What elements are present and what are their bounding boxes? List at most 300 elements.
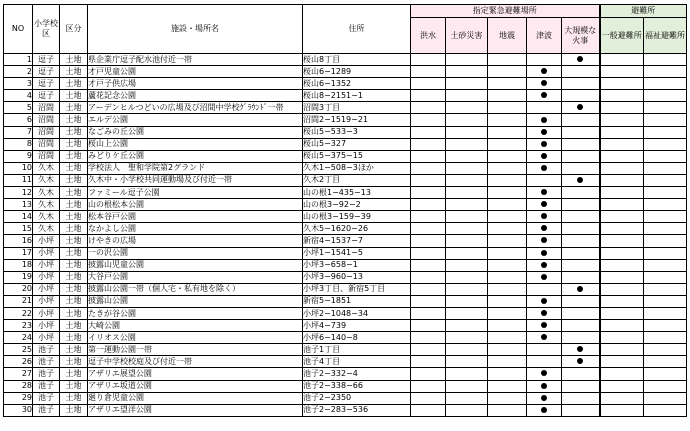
cell-school-district: 逗子 xyxy=(33,90,60,102)
cell-fire xyxy=(562,126,600,138)
cell-welfare xyxy=(644,271,687,283)
cell-fire xyxy=(562,344,600,356)
cell-flood xyxy=(411,223,446,235)
cell-landslide xyxy=(446,102,488,114)
cell-flood xyxy=(411,356,446,368)
cell-earthquake xyxy=(488,259,527,271)
cell-facility-name: けやきの広場 xyxy=(88,235,303,247)
table-row xyxy=(4,102,687,114)
cell-no: 16 xyxy=(4,235,33,247)
cell-address: 小坪4−739 xyxy=(303,320,411,332)
cell-tsunami xyxy=(527,332,562,344)
cell-flood xyxy=(411,247,446,259)
cell-earthquake xyxy=(488,211,527,223)
cell-general xyxy=(600,90,644,102)
cell-tsunami xyxy=(527,356,562,368)
designated-mark-icon xyxy=(541,213,547,219)
cell-no: 15 xyxy=(4,223,33,235)
table-row xyxy=(4,54,687,66)
table-body xyxy=(4,54,687,417)
cell-category: 土地 xyxy=(60,66,88,78)
cell-welfare xyxy=(644,307,687,319)
cell-no: 13 xyxy=(4,199,33,211)
cell-earthquake xyxy=(488,271,527,283)
cell-welfare xyxy=(644,78,687,90)
cell-address: 桜山5−533−3 xyxy=(303,126,411,138)
cell-tsunami xyxy=(527,271,562,283)
cell-general xyxy=(600,114,644,126)
cell-fire xyxy=(562,162,600,174)
cell-welfare xyxy=(644,380,687,392)
designated-mark-icon xyxy=(541,225,547,231)
cell-welfare xyxy=(644,356,687,368)
cell-no: 24 xyxy=(4,332,33,344)
cell-landslide xyxy=(446,66,488,78)
cell-facility-name: エルデ公園 xyxy=(88,114,303,126)
cell-welfare xyxy=(644,235,687,247)
cell-fire xyxy=(562,66,600,78)
cell-welfare xyxy=(644,54,687,66)
cell-general xyxy=(600,54,644,66)
cell-general xyxy=(600,392,644,404)
cell-school-district: 小坪 xyxy=(33,320,60,332)
cell-no: 22 xyxy=(4,307,33,319)
cell-flood xyxy=(411,392,446,404)
cell-school-district: 久木 xyxy=(33,187,60,199)
cell-earthquake xyxy=(488,392,527,404)
cell-facility-name: 学校法人 聖和学院第2グランド xyxy=(88,162,303,174)
cell-facility-name: 松本谷戸公園 xyxy=(88,211,303,223)
cell-facility-name: 才戸児童公園 xyxy=(88,66,303,78)
cell-welfare xyxy=(644,199,687,211)
cell-no: 5 xyxy=(4,102,33,114)
cell-tsunami xyxy=(527,138,562,150)
cell-flood xyxy=(411,138,446,150)
cell-school-district: 池子 xyxy=(33,392,60,404)
cell-landslide xyxy=(446,78,488,90)
cell-fire xyxy=(562,404,600,416)
header-category: 区分 xyxy=(60,5,88,54)
designated-mark-icon xyxy=(577,358,583,364)
cell-facility-name: 桜山上公園 xyxy=(88,138,303,150)
cell-earthquake xyxy=(488,66,527,78)
table-row xyxy=(4,78,687,90)
cell-tsunami xyxy=(527,114,562,126)
cell-tsunami xyxy=(527,320,562,332)
cell-address: 久木1−508−3ほか xyxy=(303,162,411,174)
cell-tsunami xyxy=(527,150,562,162)
cell-general xyxy=(600,78,644,90)
cell-address: 沼間2−1519−21 xyxy=(303,114,411,126)
cell-flood xyxy=(411,162,446,174)
table-row xyxy=(4,283,687,295)
cell-address: 山の根1−435−13 xyxy=(303,187,411,199)
designated-mark-icon xyxy=(541,370,547,376)
header-large-fire: 大規模な火事 xyxy=(562,18,600,54)
cell-category: 土地 xyxy=(60,235,88,247)
cell-general xyxy=(600,368,644,380)
cell-facility-name: 大谷戸公園 xyxy=(88,271,303,283)
cell-tsunami xyxy=(527,307,562,319)
cell-flood xyxy=(411,174,446,186)
table-row xyxy=(4,150,687,162)
designated-mark-icon xyxy=(577,56,583,62)
cell-address: 桜山5−375−15 xyxy=(303,150,411,162)
cell-fire xyxy=(562,54,600,66)
cell-general xyxy=(600,307,644,319)
cell-earthquake xyxy=(488,90,527,102)
designated-mark-icon xyxy=(541,237,547,243)
cell-flood xyxy=(411,271,446,283)
cell-flood xyxy=(411,368,446,380)
cell-landslide xyxy=(446,307,488,319)
cell-general xyxy=(600,356,644,368)
cell-landslide xyxy=(446,368,488,380)
cell-tsunami xyxy=(527,54,562,66)
cell-tsunami xyxy=(527,199,562,211)
cell-welfare xyxy=(644,259,687,271)
cell-earthquake xyxy=(488,320,527,332)
cell-address: 山の根3−92−2 xyxy=(303,199,411,211)
cell-landslide xyxy=(446,223,488,235)
cell-facility-name: 大崎公園 xyxy=(88,320,303,332)
cell-flood xyxy=(411,78,446,90)
table-row xyxy=(4,114,687,126)
cell-no: 8 xyxy=(4,138,33,150)
table-row xyxy=(4,199,687,211)
cell-facility-name: たきが谷公園 xyxy=(88,307,303,319)
table-row xyxy=(4,211,687,223)
cell-school-district: 逗子 xyxy=(33,66,60,78)
cell-facility-name: 久木中・小学校共同運動場及び付近一帯 xyxy=(88,174,303,186)
cell-category: 土地 xyxy=(60,126,88,138)
cell-fire xyxy=(562,102,600,114)
cell-category: 土地 xyxy=(60,150,88,162)
cell-general xyxy=(600,66,644,78)
table-row xyxy=(4,404,687,416)
cell-category: 土地 xyxy=(60,78,88,90)
cell-school-district: 沼間 xyxy=(33,150,60,162)
cell-category: 土地 xyxy=(60,162,88,174)
cell-school-district: 小坪 xyxy=(33,307,60,319)
cell-general xyxy=(600,380,644,392)
cell-facility-name: 山の根松本公園 xyxy=(88,199,303,211)
designated-mark-icon xyxy=(541,92,547,98)
cell-flood xyxy=(411,211,446,223)
cell-welfare xyxy=(644,162,687,174)
cell-earthquake xyxy=(488,404,527,416)
cell-school-district: 沼間 xyxy=(33,102,60,114)
header-tsunami: 津波 xyxy=(527,18,562,54)
cell-category: 土地 xyxy=(60,283,88,295)
cell-general xyxy=(600,199,644,211)
cell-school-district: 小坪 xyxy=(33,295,60,307)
designated-mark-icon xyxy=(541,129,547,135)
cell-address: 桜山6−1352 xyxy=(303,78,411,90)
cell-general xyxy=(600,320,644,332)
cell-facility-name: 披露山公園 xyxy=(88,295,303,307)
cell-facility-name: 第一運動公園一帯 xyxy=(88,344,303,356)
cell-facility-name: アーデンヒルつどいの広場及び沼間中学校ｸﾞﾗｳﾝﾄﾞ一帯 xyxy=(88,102,303,114)
cell-fire xyxy=(562,332,600,344)
cell-tsunami xyxy=(527,235,562,247)
header-facility-name: 施設・場所名 xyxy=(88,5,303,54)
cell-flood xyxy=(411,380,446,392)
cell-facility-name: なかよし公園 xyxy=(88,223,303,235)
designated-mark-icon xyxy=(541,395,547,401)
cell-no: 30 xyxy=(4,404,33,416)
cell-earthquake xyxy=(488,174,527,186)
cell-school-district: 沼間 xyxy=(33,126,60,138)
cell-earthquake xyxy=(488,283,527,295)
designated-mark-icon xyxy=(541,334,547,340)
cell-fire xyxy=(562,223,600,235)
cell-address: 久木2丁目 xyxy=(303,174,411,186)
cell-landslide xyxy=(446,283,488,295)
cell-category: 土地 xyxy=(60,199,88,211)
cell-earthquake xyxy=(488,138,527,150)
cell-no: 17 xyxy=(4,247,33,259)
cell-address: 久木5−1620−26 xyxy=(303,223,411,235)
cell-no: 6 xyxy=(4,114,33,126)
cell-general xyxy=(600,271,644,283)
designated-mark-icon xyxy=(541,117,547,123)
cell-school-district: 久木 xyxy=(33,174,60,186)
cell-welfare xyxy=(644,247,687,259)
cell-tsunami xyxy=(527,283,562,295)
cell-earthquake xyxy=(488,235,527,247)
cell-general xyxy=(600,344,644,356)
cell-welfare xyxy=(644,90,687,102)
cell-tsunami xyxy=(527,211,562,223)
designated-mark-icon xyxy=(541,68,547,74)
cell-welfare xyxy=(644,138,687,150)
cell-school-district: 久木 xyxy=(33,162,60,174)
cell-address: 小坪6−140−8 xyxy=(303,332,411,344)
cell-welfare xyxy=(644,344,687,356)
cell-no: 9 xyxy=(4,150,33,162)
cell-no: 23 xyxy=(4,320,33,332)
cell-category: 土地 xyxy=(60,380,88,392)
cell-fire xyxy=(562,283,600,295)
cell-school-district: 池子 xyxy=(33,368,60,380)
cell-earthquake xyxy=(488,368,527,380)
cell-facility-name: 披露山公園一帯（個人宅・私有地を除く） xyxy=(88,283,303,295)
table-row xyxy=(4,223,687,235)
cell-tsunami xyxy=(527,90,562,102)
cell-category: 土地 xyxy=(60,307,88,319)
header-shelter-group: 避難所 xyxy=(600,5,687,18)
cell-landslide xyxy=(446,199,488,211)
cell-flood xyxy=(411,54,446,66)
cell-school-district: 小坪 xyxy=(33,259,60,271)
cell-facility-name: 廻り倉児童公園 xyxy=(88,392,303,404)
cell-category: 土地 xyxy=(60,54,88,66)
header-landslide: 土砂災害 xyxy=(446,18,488,54)
cell-category: 土地 xyxy=(60,259,88,271)
cell-fire xyxy=(562,150,600,162)
cell-welfare xyxy=(644,66,687,78)
cell-tsunami xyxy=(527,102,562,114)
cell-general xyxy=(600,102,644,114)
cell-tsunami xyxy=(527,404,562,416)
designated-mark-icon xyxy=(577,286,583,292)
header-flood: 洪水 xyxy=(411,18,446,54)
cell-landslide xyxy=(446,187,488,199)
designated-mark-icon xyxy=(541,322,547,328)
cell-fire xyxy=(562,392,600,404)
cell-school-district: 沼間 xyxy=(33,114,60,126)
cell-fire xyxy=(562,138,600,150)
cell-address: 沼間3丁目 xyxy=(303,102,411,114)
cell-landslide xyxy=(446,392,488,404)
cell-no: 14 xyxy=(4,211,33,223)
cell-general xyxy=(600,187,644,199)
cell-fire xyxy=(562,247,600,259)
cell-category: 土地 xyxy=(60,174,88,186)
cell-flood xyxy=(411,332,446,344)
cell-earthquake xyxy=(488,162,527,174)
cell-general xyxy=(600,283,644,295)
cell-flood xyxy=(411,283,446,295)
cell-welfare xyxy=(644,223,687,235)
cell-category: 土地 xyxy=(60,90,88,102)
cell-category: 土地 xyxy=(60,392,88,404)
designated-mark-icon xyxy=(541,80,547,86)
designated-mark-icon xyxy=(541,141,547,147)
cell-flood xyxy=(411,344,446,356)
cell-flood xyxy=(411,150,446,162)
cell-no: 18 xyxy=(4,259,33,271)
cell-address: 桜山5−327 xyxy=(303,138,411,150)
cell-facility-name: 才戸子供広場 xyxy=(88,78,303,90)
designated-mark-icon xyxy=(541,407,547,413)
cell-tsunami xyxy=(527,66,562,78)
cell-tsunami xyxy=(527,174,562,186)
cell-welfare xyxy=(644,404,687,416)
cell-fire xyxy=(562,356,600,368)
designated-mark-icon xyxy=(577,104,583,110)
cell-category: 土地 xyxy=(60,211,88,223)
cell-general xyxy=(600,259,644,271)
table-row xyxy=(4,138,687,150)
cell-earthquake xyxy=(488,199,527,211)
cell-flood xyxy=(411,187,446,199)
cell-address: 新宿5−1851 xyxy=(303,295,411,307)
cell-no: 11 xyxy=(4,174,33,186)
cell-flood xyxy=(411,90,446,102)
cell-welfare xyxy=(644,187,687,199)
cell-landslide xyxy=(446,380,488,392)
cell-welfare xyxy=(644,114,687,126)
cell-tsunami xyxy=(527,162,562,174)
cell-fire xyxy=(562,307,600,319)
cell-welfare xyxy=(644,150,687,162)
designated-mark-icon xyxy=(541,189,547,195)
cell-no: 7 xyxy=(4,126,33,138)
cell-school-district: 小坪 xyxy=(33,332,60,344)
cell-address: 山の根3−159−39 xyxy=(303,211,411,223)
cell-no: 2 xyxy=(4,66,33,78)
cell-flood xyxy=(411,102,446,114)
cell-earthquake xyxy=(488,126,527,138)
cell-earthquake xyxy=(488,150,527,162)
cell-landslide xyxy=(446,259,488,271)
cell-earthquake xyxy=(488,307,527,319)
cell-welfare xyxy=(644,211,687,223)
evacuation-sites-table xyxy=(3,4,687,417)
cell-school-district: 逗子 xyxy=(33,54,60,66)
header-school-district: 小学校区 xyxy=(33,5,60,54)
header-no: NO xyxy=(4,5,33,54)
cell-landslide xyxy=(446,356,488,368)
cell-fire xyxy=(562,271,600,283)
cell-fire xyxy=(562,78,600,90)
cell-category: 土地 xyxy=(60,332,88,344)
cell-earthquake xyxy=(488,380,527,392)
cell-tsunami xyxy=(527,187,562,199)
cell-fire xyxy=(562,114,600,126)
cell-no: 28 xyxy=(4,380,33,392)
cell-fire xyxy=(562,199,600,211)
cell-category: 土地 xyxy=(60,138,88,150)
cell-category: 土地 xyxy=(60,320,88,332)
cell-facility-name: 逗子中学校校庭及び付近一帯 xyxy=(88,356,303,368)
cell-flood xyxy=(411,235,446,247)
cell-no: 21 xyxy=(4,295,33,307)
cell-landslide xyxy=(446,235,488,247)
cell-general xyxy=(600,223,644,235)
cell-no: 29 xyxy=(4,392,33,404)
table-row xyxy=(4,187,687,199)
designated-mark-icon xyxy=(541,201,547,207)
cell-address: 池子1丁目 xyxy=(303,344,411,356)
cell-earthquake xyxy=(488,356,527,368)
cell-fire xyxy=(562,235,600,247)
designated-mark-icon xyxy=(577,346,583,352)
table-row xyxy=(4,368,687,380)
table-row xyxy=(4,259,687,271)
cell-address: 桜山8−2151−1 xyxy=(303,90,411,102)
cell-tsunami xyxy=(527,295,562,307)
cell-address: 小坪3−658−1 xyxy=(303,259,411,271)
cell-no: 3 xyxy=(4,78,33,90)
cell-general xyxy=(600,295,644,307)
designated-mark-icon xyxy=(541,383,547,389)
cell-landslide xyxy=(446,344,488,356)
designated-mark-icon xyxy=(541,310,547,316)
cell-address: 池子4丁目 xyxy=(303,356,411,368)
table-row xyxy=(4,380,687,392)
cell-school-district: 小坪 xyxy=(33,283,60,295)
cell-earthquake xyxy=(488,344,527,356)
cell-school-district: 池子 xyxy=(33,356,60,368)
cell-general xyxy=(600,150,644,162)
cell-no: 10 xyxy=(4,162,33,174)
cell-general xyxy=(600,162,644,174)
cell-earthquake xyxy=(488,247,527,259)
cell-landslide xyxy=(446,174,488,186)
cell-category: 土地 xyxy=(60,247,88,259)
cell-facility-name: アザリエ望洋公園 xyxy=(88,404,303,416)
table-row xyxy=(4,271,687,283)
cell-welfare xyxy=(644,368,687,380)
cell-category: 土地 xyxy=(60,187,88,199)
cell-welfare xyxy=(644,283,687,295)
cell-school-district: 逗子 xyxy=(33,78,60,90)
cell-tsunami xyxy=(527,380,562,392)
cell-no: 1 xyxy=(4,54,33,66)
